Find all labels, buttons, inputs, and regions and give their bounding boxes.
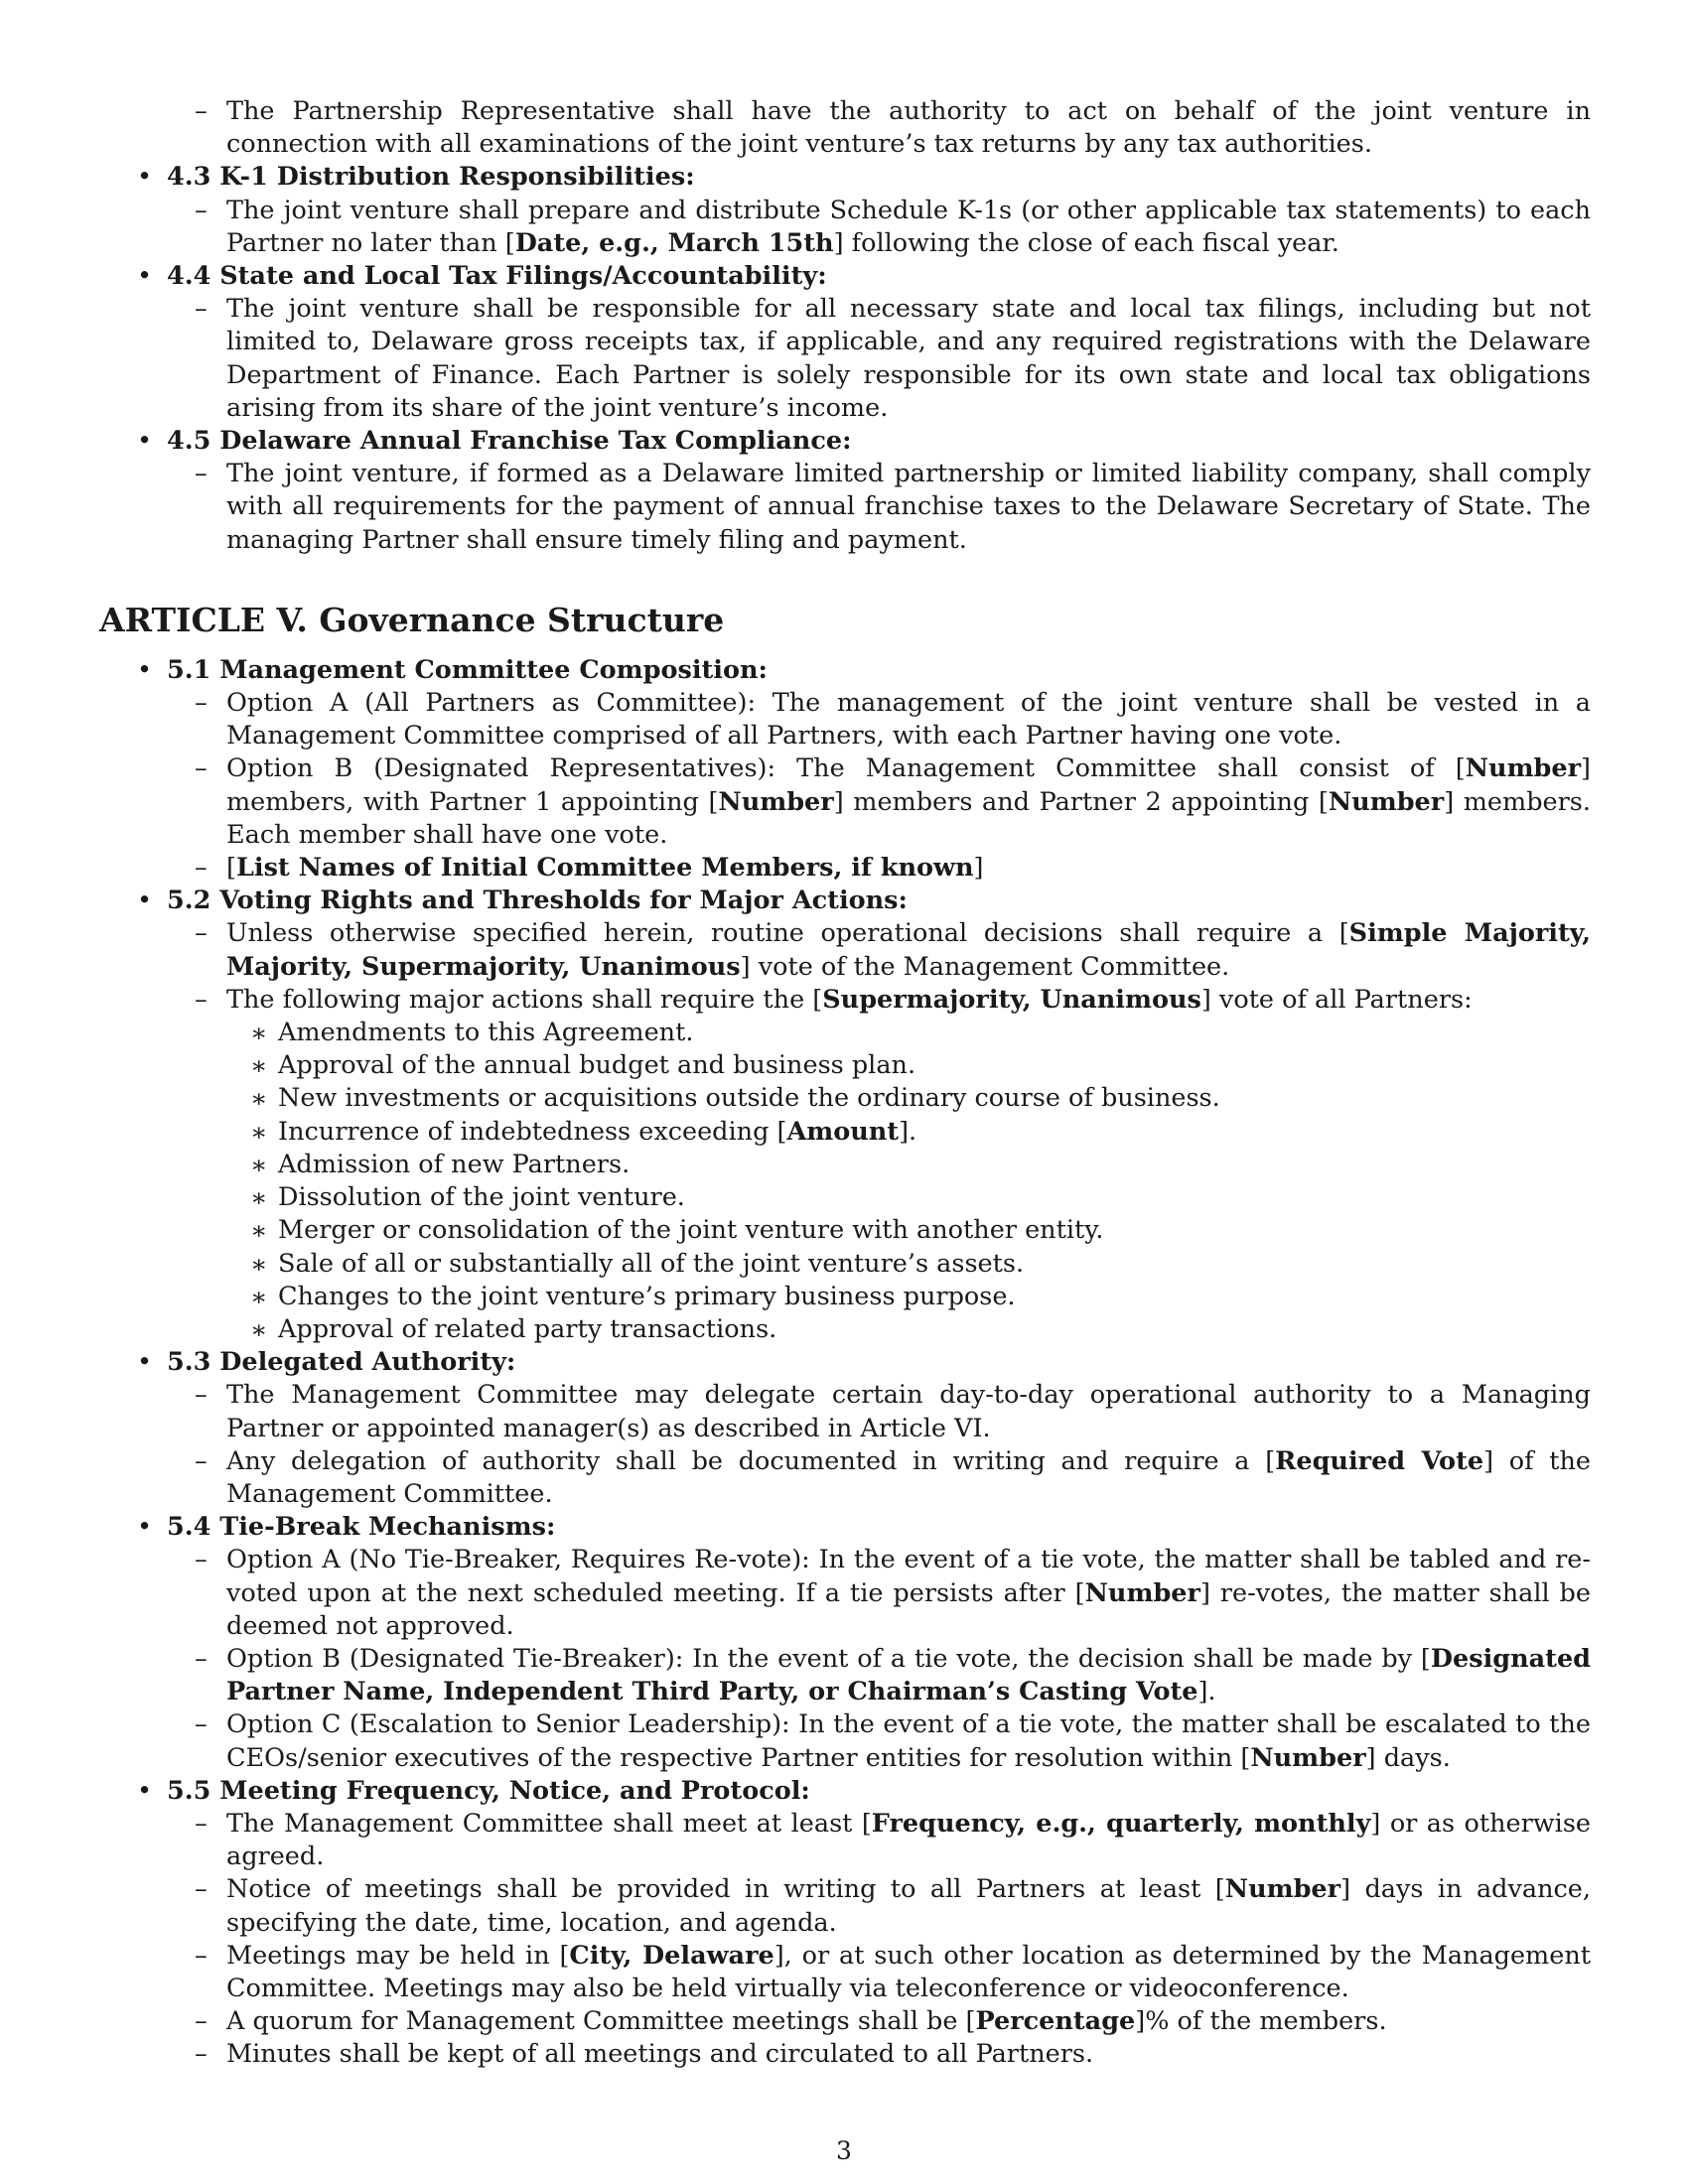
dash-marker: – (195, 1445, 208, 1476)
list-item: – The joint venture shall prepare and distribute Schedule K-1s (or other applicable tax statements) to each Partner no later than [Date, e.g., March 15th] following the close of each fiscal year. (195, 195, 1591, 258)
asterisk-marker: ∗ (250, 1249, 268, 1280)
dash-marker: – (195, 1874, 208, 1905)
section-5-5 (99, 1775, 1591, 1808)
asterisk-marker: ∗ (250, 1051, 268, 1082)
list-item: – The joint venture, if formed as a Delaware limited partnership or limited liability company, shall comply with all requirements for the payment of annual franchise taxes to the Delaware Secretary of State. The managing Partner shall ensure timely filing and payment. (195, 459, 1591, 555)
list-item: ∗ Admission of new Partners. (99, 1149, 1591, 1181)
list-item: – The joint venture shall be responsible for all necessary state and local tax filings, including but not limited to, Delaware gross receipts tax, if applicable, and any required registrations with the Delaware Department of Finance. Each Partner is solely responsible for its own state and local tax obligations arising from its share of the joint venture’s income. (195, 294, 1591, 423)
section-title: 5.5 Meeting Frequency, Notice, and Protocol: (167, 1775, 810, 1806)
section-title: 5.2 Voting Rights and Thresholds for Major Actions: (167, 886, 908, 916)
asterisk-marker: ∗ (250, 1019, 268, 1049)
asterisk-marker: ∗ (250, 1282, 268, 1312)
dash-marker: – (195, 96, 208, 126)
bullet-marker: • (137, 1512, 153, 1543)
section-4-4 (99, 260, 1591, 293)
list-item: ∗ Approval of related party transactions. (99, 1313, 1591, 1346)
list-item: ∗ Approval of the annual budget and business plan. (99, 1049, 1591, 1082)
dash-marker: – (195, 2039, 208, 2070)
list-item: – Option B (Designated Tie-Breaker): In the event of a tie vote, the decision shall be made by [Designated Partner Name, Independent Third Party, or Chairman’s Casting Vote]. (195, 1643, 1591, 1707)
section-title: 4.3 K-1 Distribution Responsibilities: (167, 162, 695, 193)
list-item: – Minutes shall be kept of all meetings and circulated to all Partners. (99, 2038, 1591, 2071)
bullet-marker: • (137, 886, 153, 916)
asterisk-marker: ∗ (250, 1084, 268, 1115)
article-heading: ARTICLE V. Governance Structure (99, 600, 725, 639)
dash-marker: – (195, 984, 208, 1015)
section-4-3 (99, 161, 1591, 194)
asterisk-marker: ∗ (250, 1150, 268, 1180)
list-item: ∗ Amendments to this Agreement. (99, 1017, 1591, 1049)
dash-marker: – (195, 294, 208, 325)
dash-marker: – (195, 1380, 208, 1411)
section-title: 5.4 Tie-Break Mechanisms: (167, 1512, 556, 1543)
dash-marker: – (195, 459, 208, 489)
list-item: – The Management Committee shall meet at least [Frequency, e.g., quarterly, monthly] or as otherwise agreed. (195, 1808, 1591, 1872)
dash-marker: – (195, 853, 208, 884)
dash-marker: – (195, 1808, 208, 1839)
list-item: – [List Names of Initial Committee Members, if known] (99, 852, 1591, 885)
section-title: 5.1 Management Committee Composition: (167, 654, 768, 685)
dash-marker: – (195, 918, 208, 949)
list-item: ∗ Sale of all or substantially all of the joint venture’s assets. (99, 1248, 1591, 1281)
asterisk-marker: ∗ (250, 1216, 268, 1247)
dash-marker: – (195, 2006, 208, 2037)
list-item: – The following major actions shall require the [Supermajority, Unanimous] vote of all Partners: (99, 984, 1591, 1017)
section-title: 4.5 Delaware Annual Franchise Tax Compliance: (167, 426, 852, 457)
list-item: – Any delegation of authority shall be documented in writing and require a [Required Vote] of the Management Committee. (195, 1445, 1591, 1509)
section-5-3 (99, 1346, 1591, 1379)
bullet-marker: • (137, 162, 153, 193)
list-item: – Option C (Escalation to Senior Leadership): In the event of a tie vote, the matter shall be escalated to the CEOs/senior executives of the respective Partner entities for resolution within [Number] days. (195, 1709, 1591, 1773)
list-item: – The Partnership Representative shall have the authority to act on behalf of the joint venture in connection with all examinations of the joint venture’s tax returns by any tax authorities. (195, 96, 1591, 160)
bullet-marker: • (137, 1775, 153, 1806)
list-item: – Unless otherwise specified herein, routine operational decisions shall require a [Simple Majority, Majority, Supermajority, Unanimous] vote of the Management Committee. (195, 918, 1591, 982)
dash-marker: – (195, 1940, 208, 1971)
list-item: – A quorum for Management Committee meetings shall be [Percentage]% of the members. (99, 2005, 1591, 2038)
dash-marker: – (195, 753, 208, 784)
bullet-marker: • (137, 426, 153, 457)
list-item: ∗ New investments or acquisitions outside the ordinary course of business. (99, 1082, 1591, 1115)
dash-marker: – (195, 688, 208, 719)
document-page (99, 95, 1591, 2072)
list-item: – Option A (All Partners as Committee): The management of the joint venture shall be vested in a Management Committee comprised of all Partners, with each Partner having one vote. (195, 688, 1591, 751)
section-title: 5.3 Delegated Authority: (167, 1347, 516, 1378)
section-5-2 (99, 885, 1591, 917)
section-5-4 (99, 1511, 1591, 1544)
dash-marker: – (195, 1709, 208, 1740)
list-item: – Option A (No Tie-Breaker, Requires Re-vote): In the event of a tie vote, the matter shall be tabled and re-voted upon at the next scheduled meeting. If a tie persists after [Number] re-votes, the matter shall be deemed not approved. (195, 1545, 1591, 1641)
page-number: 3 (836, 2136, 852, 2165)
list-item: ∗ Dissolution of the joint venture. (99, 1181, 1591, 1214)
list-item: – Option B (Designated Representatives): The Management Committee shall consist of [Number] members, with Partner 1 appointing [Number] members and Partner 2 appointing [Number] members. Each member shall have one vote. (195, 753, 1591, 850)
bullet-marker: • (137, 654, 153, 685)
list-item: ∗ Merger or consolidation of the joint venture with another entity. (99, 1214, 1591, 1247)
bullet-marker: • (137, 1347, 153, 1378)
dash-marker: – (195, 1545, 208, 1575)
asterisk-marker: ∗ (250, 1117, 268, 1148)
asterisk-marker: ∗ (250, 1314, 268, 1345)
list-item: ∗ Changes to the joint venture’s primary business purpose. (99, 1281, 1591, 1313)
section-title: 4.4 State and Local Tax Filings/Accountability: (167, 261, 827, 292)
list-item: – Meetings may be held in [City, Delaware], or at such other location as determined by the Management Committee. Meetings may also be held virtually via teleconference or videoconference. (195, 1940, 1592, 2003)
list-item: ∗ Incurrence of indebtedness exceeding [Amount]. (99, 1116, 1591, 1149)
section-4-5 (99, 425, 1591, 458)
section-5-1 (99, 654, 1591, 687)
dash-marker: – (195, 195, 208, 225)
bullet-marker: • (137, 261, 153, 292)
list-item: – The Management Committee may delegate certain day-to-day operational authority to a Managing Partner or appointed manager(s) as described in Article VI. (195, 1380, 1591, 1443)
list-item: – Notice of meetings shall be provided in writing to all Partners at least [Number] days in advance, specifying the date, time, location, and agenda. (195, 1874, 1591, 1938)
asterisk-marker: ∗ (250, 1183, 268, 1214)
dash-marker: – (195, 1643, 208, 1674)
